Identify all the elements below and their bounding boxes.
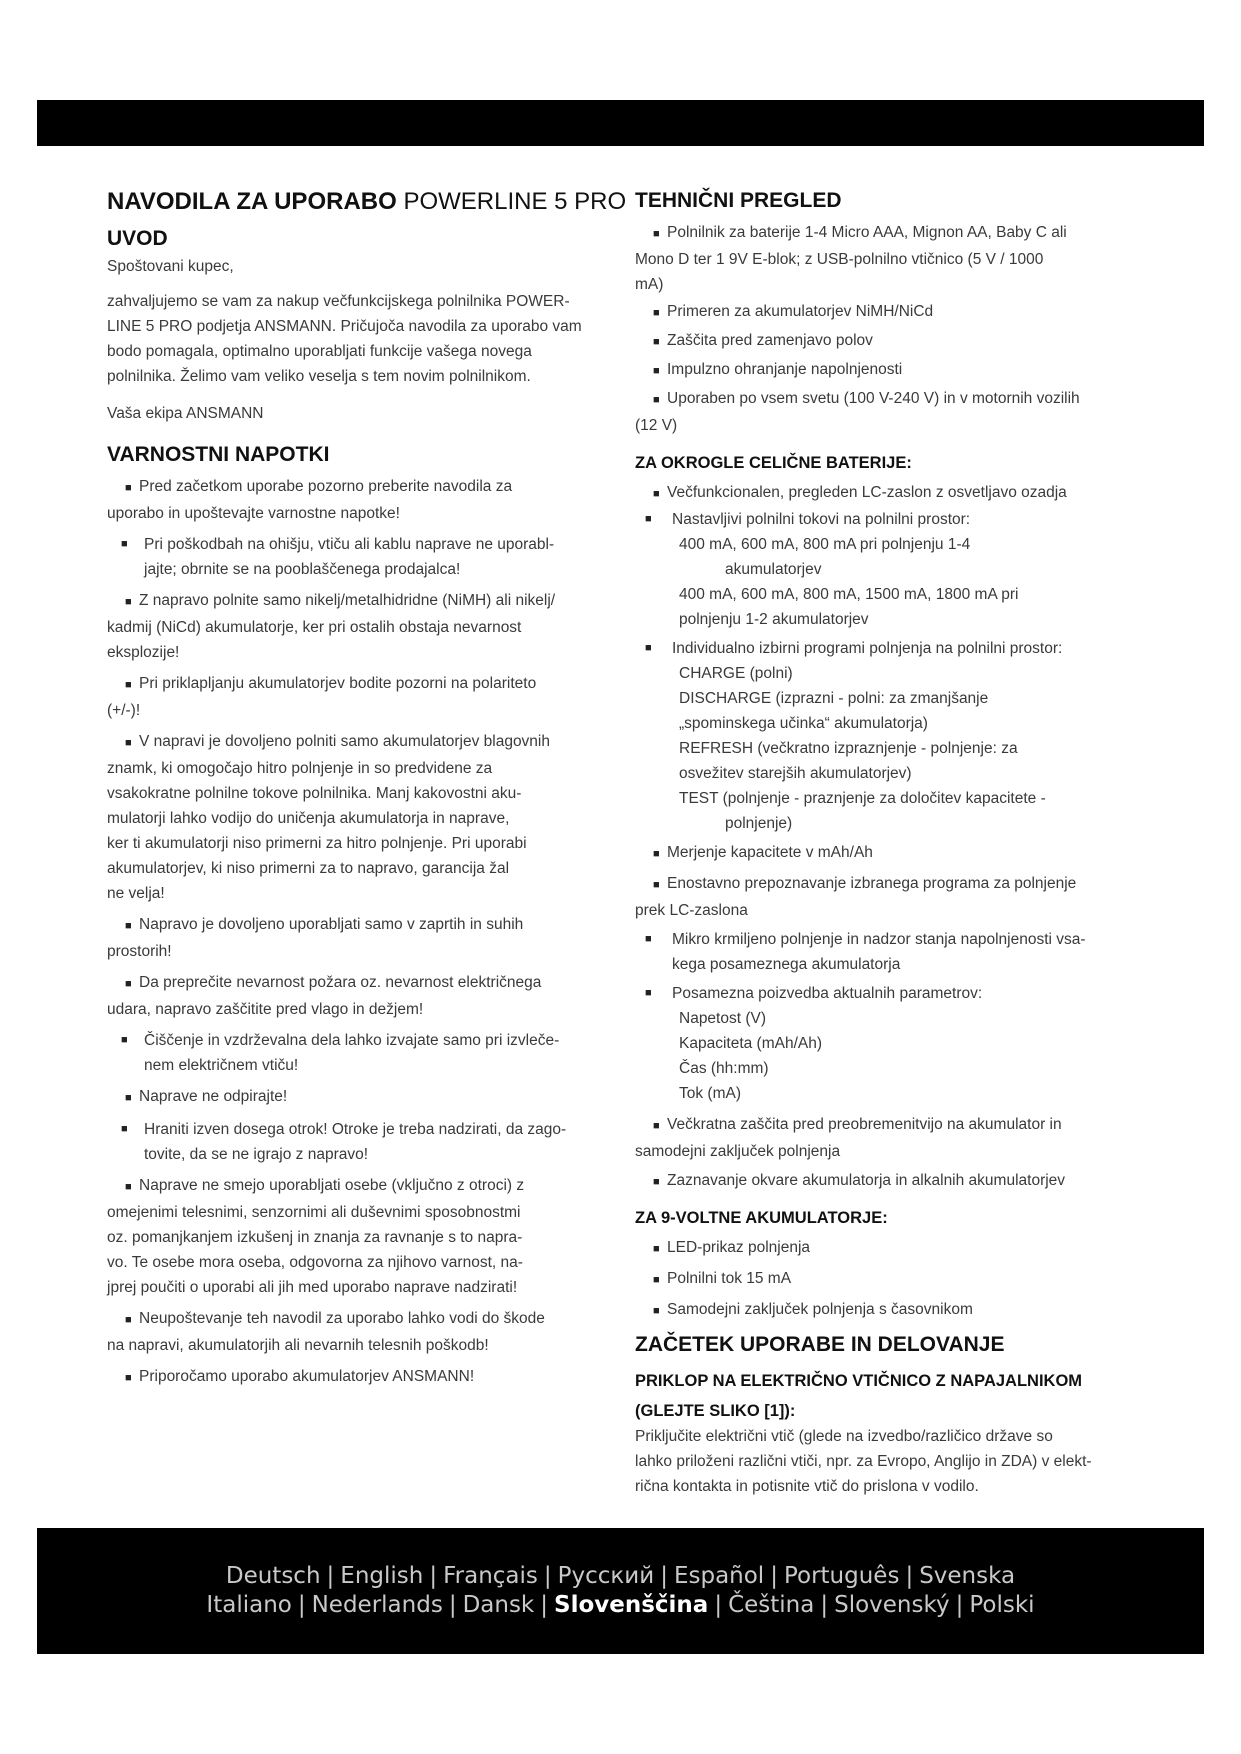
safety-line: prostorih!: [107, 943, 172, 960]
language-link[interactable]: Русский: [557, 1563, 655, 1589]
language-separator: |: [820, 1592, 829, 1618]
program-refresh: osvežitev starejših akumulatorjev): [679, 765, 912, 782]
bullet-icon: ■: [653, 488, 660, 500]
header-bar: [37, 100, 1204, 146]
bullet-icon: ■: [125, 1092, 132, 1104]
bullet-icon: ■: [653, 848, 660, 860]
tech-line: Polnilnik za baterije 1-4 Micro AAA, Mignon AA, Baby C ali: [667, 224, 1067, 241]
language-row: [226, 1562, 1015, 1591]
list-item: ■ Merjenje kapacitete v mAh/Ah: [635, 840, 1145, 867]
list-item: ■ Zaznavanje okvare akumulatorja in alkalnih akumulatorjev: [635, 1168, 1145, 1195]
program-discharge: „spominskega učinka“ akumulatorja): [679, 715, 928, 732]
safety-line: jprej poučiti o uporabi ali jih med uporabo naprave nadzirati!: [107, 1279, 518, 1296]
safety-item: [107, 1028, 627, 1078]
list-item: ■ Individualno izbirni programi polnjenja na polnilni prostor:: [635, 636, 1145, 661]
safety-item: [107, 671, 627, 723]
connect-line: rična kontakta in potisnite vtič do prislona v vodilo.: [635, 1478, 979, 1495]
safety-item: [107, 474, 627, 526]
current-option: 400 mA, 600 mA, 800 mA, 1500 mA, 1800 mA pri: [679, 586, 1019, 603]
intro-line: LINE 5 PRO podjetja ANSMANN. Pričujoča navodila za uporabo vam: [107, 318, 582, 335]
list-item: ■ Enostavno prepoznavanje izbranega programa za polnjenje prek LC-zaslona: [635, 875, 1077, 919]
intro-paragraph: [107, 289, 627, 389]
list-item: ■ Večkratna zaščita pred preobremenitvijo na akumulator in samodejni zaključek polnjenja: [635, 1116, 1062, 1160]
safety-line: Pri priklapljanju akumulatorjev bodite pozorni na polariteto: [139, 675, 537, 692]
tech-line: mA): [635, 276, 664, 293]
language-link[interactable]: English: [340, 1563, 424, 1589]
safety-line: Z napravo polnite samo nikelj/metalhidridne (NiMH) ali nikelj/: [139, 592, 556, 609]
title-bold: NAVODILA ZA UPORABO: [107, 188, 397, 215]
greeting: Spoštovani kupec,: [107, 258, 234, 275]
safety-line: Hraniti izven dosega otrok! Otroke je treba nadzirati, da zago-: [144, 1121, 567, 1138]
safety-item: [107, 1306, 627, 1358]
list-item: ■ Posamezna poizvedba aktualnih parametrov:: [635, 981, 1145, 1006]
tech-item: [635, 299, 1145, 326]
tech-line: Uporaben po vsem svetu (100 V-240 V) in v motornih vozilih: [667, 390, 1080, 407]
tech-item: [635, 357, 1145, 384]
language-row: [206, 1591, 1034, 1620]
language-footer: [37, 1528, 1204, 1654]
safety-item: [107, 729, 627, 906]
safety-line: Napravo je dovoljeno uporabljati samo v zaprtih in suhih: [139, 916, 524, 933]
left-column: [107, 186, 627, 1397]
safety-line: nem električnem vtiču!: [144, 1057, 299, 1074]
language-separator: |: [770, 1563, 778, 1589]
list-item: ■ Večfunkcionalen, pregleden LC-zaslon z osvetljavo ozadja: [635, 480, 1145, 507]
connect-line: lahko priloženi različni vtiči, npr. za Evropo, Anglijo in ZDA) v elekt-: [635, 1453, 1092, 1470]
parameter: Kapaciteta (mAh/Ah): [679, 1035, 823, 1052]
language-link[interactable]: Svenska: [919, 1563, 1016, 1589]
safety-item: [107, 970, 627, 1022]
safety-line: Čiščenje in vzdrževalna dela lahko izvajate samo pri izvleče-: [144, 1032, 560, 1049]
bullet-icon: ■: [125, 679, 132, 691]
signature: Vaša ekipa ANSMANN: [107, 405, 264, 422]
safety-line: Naprave ne odpirajte!: [139, 1088, 288, 1105]
safety-line: Priporočamo uporabo akumulatorjev ANSMANN!: [139, 1368, 475, 1385]
bullet-icon: ■: [125, 920, 132, 932]
nine-volt-heading: ZA 9-VOLTNE AKUMULATORJE:: [635, 1209, 888, 1227]
list-item: ■ Polnilni tok 15 mA: [635, 1266, 1145, 1293]
tech-item: [635, 220, 1145, 297]
program-discharge: DISCHARGE (izprazni - polni: za zmanjšanje: [679, 690, 989, 707]
safety-line: ker ti akumulatorji niso primerni za hitro polnjenje. Pri uporabi: [107, 835, 527, 852]
language-link[interactable]: Italiano: [206, 1592, 292, 1618]
language-separator: |: [448, 1592, 457, 1618]
language-separator: |: [429, 1563, 438, 1589]
language-link[interactable]: Español: [673, 1563, 765, 1589]
safety-line: akumulatorjev, ki niso primerni za to napravo, garancija žal: [107, 860, 510, 877]
list-item: ■ LED-prikaz polnjenja: [635, 1235, 1145, 1262]
tech-list: [635, 220, 1145, 438]
safety-line: ne velja!: [107, 885, 165, 902]
bullet-icon: ■: [121, 1123, 128, 1135]
tech-item: [635, 386, 1145, 438]
language-separator: |: [543, 1563, 552, 1589]
safety-item: [107, 1084, 627, 1111]
language-separator: |: [540, 1592, 548, 1618]
tech-line: Primeren za akumulatorjev NiMH/NiCd: [667, 303, 934, 320]
bullet-icon: ■: [125, 1181, 132, 1193]
bullet-icon: ■: [653, 1243, 660, 1255]
parameter: Napetost (V): [679, 1010, 767, 1027]
language-link[interactable]: Slovenščina: [554, 1592, 709, 1618]
safety-line: na napravi, akumulatorjih ali nevarnih telesnih poškodb!: [107, 1337, 489, 1354]
safety-line: Da preprečite nevarnost požara oz. nevarnost električnega: [139, 974, 542, 991]
safety-line: (+/-)!: [107, 702, 141, 719]
safety-item: [107, 912, 627, 964]
bullet-icon: ■: [125, 596, 132, 608]
language-link[interactable]: Deutsch: [225, 1563, 321, 1589]
bullet-icon: ■: [653, 879, 660, 891]
program-charge: CHARGE (polni): [679, 665, 793, 682]
safety-line: znamk, ki omogočajo hitro polnjenje in so predvidene za: [107, 760, 493, 777]
parameter: Čas (hh:mm): [679, 1060, 769, 1077]
bullet-icon: ■: [125, 737, 132, 749]
language-separator: |: [955, 1592, 964, 1618]
language-separator: |: [660, 1563, 668, 1589]
bullet-icon: ■: [645, 642, 652, 654]
safety-line: Pri poškodbah na ohišju, vtiču ali kablu naprave ne uporabl-: [144, 536, 555, 553]
bullet-icon: ■: [653, 1176, 660, 1188]
connect-heading: (GLEJTE SLIKO [1]):: [635, 1402, 796, 1420]
intro-heading: UVOD: [107, 227, 168, 250]
bullet-icon: ■: [653, 1120, 660, 1132]
language-link[interactable]: Dansk: [462, 1592, 535, 1618]
bullet-icon: ■: [125, 1372, 132, 1384]
program-test: polnjenje): [725, 815, 793, 832]
safety-line: eksplozije!: [107, 644, 180, 661]
bullet-icon: ■: [653, 307, 660, 319]
safety-line: mulatorji lahko vodijo do uničenja akumulatorja in naprave,: [107, 810, 510, 827]
safety-item: [107, 588, 627, 665]
safety-line: jajte; obrnite se na pooblaščenega prodajalca!: [144, 561, 461, 578]
safety-line: tovite, da se ne igrajo z napravo!: [144, 1146, 369, 1163]
safety-line: kadmij (NiCd) akumulatorje, ker pri ostalih obstaja nevarnost: [107, 619, 522, 636]
safety-item: [107, 532, 627, 582]
bullet-icon: ■: [125, 1314, 132, 1326]
language-link[interactable]: Čeština: [728, 1592, 815, 1618]
current-option: 400 mA, 600 mA, 800 mA pri polnjenju 1-4: [679, 536, 971, 553]
safety-item: [107, 1364, 627, 1391]
bullet-icon: ■: [645, 933, 652, 945]
list-item: ■ Nastavljivi polnilni tokovi na polnilni prostor:: [635, 507, 1145, 532]
language-link[interactable]: Français: [443, 1563, 538, 1589]
language-separator: |: [905, 1563, 914, 1589]
bullet-icon: ■: [645, 987, 652, 999]
connect-heading: PRIKLOP NA ELEKTRIČNO VTIČNICO Z NAPAJALNIKOM: [635, 1372, 1083, 1390]
safety-item: [107, 1117, 627, 1167]
current-option: polnjenju 1-2 akumulatorjev: [679, 611, 869, 628]
bullet-icon: ■: [125, 482, 132, 494]
round-heading: ZA OKROGLE CELIČNE BATERIJE:: [635, 454, 912, 472]
program-test: TEST (polnjenje - praznjenje za določitev kapacitete -: [679, 790, 1046, 807]
parameter: Tok (mA): [679, 1085, 741, 1102]
tech-heading: TEHNIČNI PREGLED: [635, 189, 842, 212]
current-option: akumulatorjev: [725, 561, 822, 578]
bullet-icon: ■: [653, 394, 660, 406]
safety-line: vsakokratne polnilne tokove polnilnika. Manj kakovostni aku-: [107, 785, 522, 802]
title-product: POWERLINE 5 PRO: [403, 188, 627, 215]
safety-line: Naprave ne smejo uporabljati osebe (vključno z otroci) z: [139, 1177, 525, 1194]
safety-list: [107, 474, 627, 1391]
bullet-icon: ■: [653, 1274, 660, 1286]
safety-heading: VARNOSTNI NAPOTKI: [107, 443, 330, 466]
intro-line: bodo pomagala, optimalno uporabljati funkcije vašega novega: [107, 343, 532, 360]
safety-line: udara, napravo zaščitite pred vlago in dežjem!: [107, 1001, 424, 1018]
bullet-icon: ■: [645, 513, 652, 525]
tech-item: [635, 328, 1145, 355]
bullet-icon: ■: [653, 365, 660, 377]
intro-line: polnilnika. Želimo vam veliko veselja s tem novim polnilnikom.: [107, 368, 531, 385]
language-link[interactable]: Português: [783, 1563, 900, 1589]
bullet-icon: ■: [125, 978, 132, 990]
bullet-icon: ■: [121, 1034, 128, 1046]
language-link[interactable]: Polski: [969, 1592, 1035, 1618]
safety-line: vo. Te osebe mora oseba, odgovorna za njihovo varnost, na-: [107, 1254, 523, 1271]
right-column: [635, 186, 1145, 1499]
safety-line: Neupoštevanje teh navodil za uporabo lahko vodi do škode: [139, 1310, 545, 1327]
tech-line: Zaščita pred zamenjavo polov: [667, 332, 873, 349]
tech-line: (12 V): [635, 417, 678, 434]
safety-line: uporabo in upoštevajte varnostne napotke!: [107, 505, 400, 522]
document-title: [107, 186, 627, 218]
language-separator: |: [714, 1592, 723, 1618]
tech-line: Impulzno ohranjanje napolnjenosti: [667, 361, 903, 378]
tech-line: Mono D ter 1 9V E-blok; z USB-polnilno vtičnico (5 V / 1000: [635, 251, 1044, 268]
safety-item: [107, 1173, 627, 1300]
language-link[interactable]: Nederlands: [311, 1592, 443, 1618]
bullet-icon: ■: [121, 538, 128, 550]
language-separator: |: [297, 1592, 306, 1618]
safety-line: V napravi je dovoljeno polniti samo akumulatorjev blagovnih: [139, 733, 550, 750]
safety-line: Pred začetkom uporabe pozorno preberite navodila za: [139, 478, 513, 495]
start-heading: ZAČETEK UPORABE IN DELOVANJE: [635, 1333, 1005, 1356]
program-refresh: REFRESH (večkratno izpraznjenje - polnjenje: za: [679, 740, 1018, 757]
bullet-icon: ■: [653, 336, 660, 348]
bullet-icon: ■: [653, 1305, 660, 1317]
language-separator: |: [326, 1563, 335, 1589]
intro-line: zahvaljujemo se vam za nakup večfunkcijskega polnilnika POWER-: [107, 293, 570, 310]
connect-line: Priključite električni vtič (glede na izvedbo/različico države so: [635, 1428, 1053, 1445]
safety-line: oz. pomanjkanjem izkušenj in znanja za ravnanje s to naprа-: [107, 1229, 523, 1246]
list-item: ■ Samodejni zaključek polnjenja s časovnikom: [635, 1297, 1145, 1324]
language-link[interactable]: Slovenský: [834, 1592, 950, 1618]
list-item: ■ Mikro krmiljeno polnjenje in nadzor stanja napolnjenosti vsa- kega posameznega akumulatorja: [635, 927, 1145, 977]
bullet-icon: ■: [653, 228, 660, 240]
safety-line: omejenimi telesnimi, senzornimi ali duševnimi sposobnostmi: [107, 1204, 521, 1221]
